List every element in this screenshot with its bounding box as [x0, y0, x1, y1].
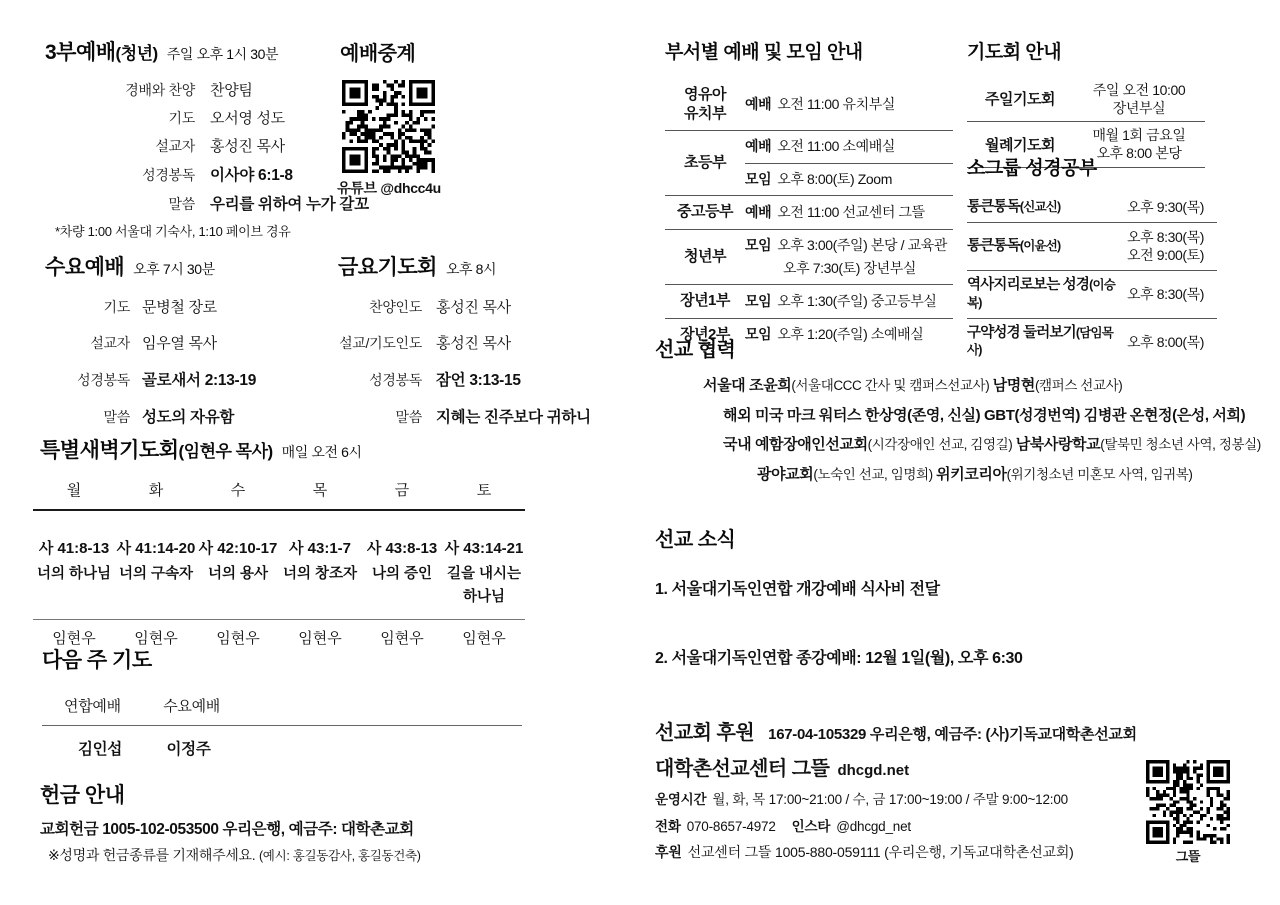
table-row: 중고등부 예배 오전 11:00 선교센터 그뜰 — [665, 196, 953, 230]
service3-rows — [45, 79, 369, 214]
table-row: 청년부 모임 오후 3:00(주일) 본당 / 교육관 오후 7:30(토) 장년부실 — [665, 230, 953, 285]
next-week-columns: 연합예배 수요예배 — [64, 698, 220, 716]
qr-code-youtube — [342, 80, 435, 173]
mission-news-title: 선교 소식 — [655, 529, 736, 551]
friday-rows — [290, 296, 591, 427]
wednesday-title: 수요예배 오후 7시 30분 — [45, 256, 215, 279]
service-row: 기도 문병철 장로 — [103, 299, 217, 317]
mission-support-title: 선교회 후원 — [655, 722, 755, 744]
section-mission-support — [655, 716, 1137, 745]
service-row: 설교자 홍성진 목사 — [155, 138, 285, 156]
shuttle-note: *차량 1:00 서울대 기숙사, 1:10 페이브 경유 — [55, 224, 291, 240]
service-row: 말씀 성도의 자유함 — [103, 409, 235, 427]
service-row: 설교자 임우열 목사 — [90, 335, 217, 353]
table-row: 영유아 유치부 예배 오전 11:00 유치부실 — [665, 79, 953, 132]
section-friday — [290, 255, 591, 442]
table-row: 주일기도회 주일 오전 10:00 장년부실 — [967, 77, 1205, 122]
center-contact: 전화 070-8657-4972 인스타 @dhcgd_net — [655, 819, 911, 834]
offering-account: 교회헌금 1005-102-053500 우리은행, 예금주: 대학촌교회 — [40, 821, 414, 839]
small-groups-title: 소그룹 성경공부 — [967, 158, 1097, 179]
table-row: 통큰통독(신교신) 오후 9:30(목) — [967, 193, 1217, 224]
dawn-title-paren: (임현우 목사) — [178, 442, 273, 461]
table-row: 구약성경 둘러보기(담임목사) 오후 8:00(목) — [967, 325, 1205, 358]
table-row: 장년1부 모임 오후 1:30(주일) 중고등부실 — [665, 285, 953, 319]
service3-title-paren: (청년) — [115, 44, 158, 63]
section-service3 — [45, 40, 369, 240]
next-week-title: 다음 주 기도 — [42, 649, 152, 672]
wednesday-rows — [45, 296, 256, 427]
section-mission-news — [655, 528, 1023, 668]
dawn-scripture-row: 사 41:8-13 사 41:14-20 사 42:10-17 사 43:1-7 사 43:8-13 사 43:14-21 — [38, 540, 524, 558]
service-row: 성경봉독 이사야 6:1-8 — [142, 167, 293, 185]
table-row: 통큰통독(이윤선) 오후 8:30(목) 오전 9:00(토) — [967, 223, 1217, 271]
center-qr-caption: 그뜰 — [1175, 849, 1201, 864]
section-next-week — [42, 648, 522, 759]
next-week-names: 김인섭 이정주 — [78, 741, 211, 759]
table-row: 월례기도회 매월 1회 금요일 오후 8:00 본당 — [967, 122, 1205, 167]
qr-code-center — [1146, 760, 1230, 844]
table-row: 역사지리로보는 성경(이승복) 오후 8:30(목) — [967, 271, 1217, 319]
cooperation-line: 광야교회(노숙인 선교, 임명희) 위키코리아(위기청소년 미혼모 사역, 임귀복) — [757, 465, 1193, 483]
friday-time: 오후 8시 — [445, 261, 497, 277]
broadcast-qr-caption: 유튜브 @dhcc4u — [337, 180, 441, 196]
table-row: 장년2부 모임 오후 1:20(주일) 소예배실 — [680, 325, 924, 343]
service-row: 경배와 찬양 찬양팀 — [125, 82, 253, 100]
section-departments — [665, 42, 953, 352]
service-row: 설교/기도인도 홍성진 목사 — [339, 335, 511, 353]
service-row: 찬양인도 홍성진 목사 — [369, 299, 511, 317]
section-small-groups — [967, 158, 1217, 366]
cooperation-line: 국내 예함장애인선교회(시각장애인 선교, 김영길) 남북사랑학교(탈북민 청소년 사역, 정봉실) — [723, 436, 1261, 453]
section-mission-cooperation — [655, 338, 1270, 494]
mission-news-item: 1. 서울대기독인연합 개강예배 식사비 전달 — [655, 581, 940, 598]
mission-news-item: 2. 서울대기독인연합 종강예배: 12월 1일(월), 오후 6:30 — [655, 650, 1023, 667]
service-row: 성경봉독 잠언 3:13-15 — [369, 372, 521, 390]
section-dawn-prayer — [33, 438, 525, 648]
wednesday-time: 오후 7시 30분 — [133, 261, 215, 277]
dawn-time: 매일 오전 6시 — [281, 444, 362, 460]
center-title-row — [655, 752, 1135, 781]
prayer-title: 기도회 안내 — [967, 42, 1062, 63]
section-prayer-meetings — [967, 42, 1205, 168]
friday-title: 금요기도회 오후 8시 — [338, 256, 497, 279]
center-hours: 운영시간 월, 화, 목 17:00~21:00 / 수, 금 17:00~19:00 / 주말 9:00~12:00 — [655, 792, 1068, 807]
prayer-table — [967, 77, 1205, 168]
dawn-leader-row: 임현우 임현우 임현우 임현우 임현우 임현우 — [52, 630, 506, 648]
service-row: 말씀 지혜는 진주보다 귀하니 — [395, 409, 591, 427]
broadcast-title: 예배중계 — [340, 43, 416, 65]
center-url: dhcgd.net — [837, 762, 910, 779]
section-mission-center — [655, 752, 1135, 862]
cooperation-line: 해외 미국 마크 워터스 한상영(존영, 신실) GBT(성경번역) 김병관 온현정(은성, 서희) — [723, 406, 1246, 424]
cooperation-line: 서울대 조윤희(서울대CCC 간사 및 캠퍼스선교사) 남명현(캠퍼스 선교사) — [703, 377, 1123, 394]
offering-note-example: (예시: 홍길동감사, 홍길동건축) — [258, 849, 421, 864]
service3-title-text: 3부예배 — [45, 41, 116, 64]
dawn-theme-row: 너의 하나님 너의 구속자 너의 용사 너의 창조자 나의 증인 길을 내시는 하나님 — [33, 558, 525, 620]
offering-title: 헌금 안내 — [40, 784, 125, 807]
mission-support-account: 167-04-105329 우리은행, 예금주: (사)기독교대학촌선교회 — [768, 726, 1137, 743]
service3-time: 주일 오후 1시 30분 — [166, 46, 279, 62]
table-row: 초등부 예배 오전 11:00 소예배실 모임 오후 8:00(토) Zoom — [665, 131, 953, 196]
service3-title — [45, 40, 369, 65]
dawn-day-header-row: 월 화 수 목 금 토 — [33, 479, 525, 511]
center-support: 후원 선교센터 그뜰 1005-880-059111 (우리은행, 기독교대학촌선교회) — [655, 844, 1074, 860]
section-offering — [40, 783, 421, 865]
cooperation-title: 선교 협력 — [655, 339, 736, 361]
offering-note: ※성명과 헌금종류를 기재해주세요. (예시: 홍길동감사, 홍길동건축) — [48, 847, 421, 864]
departments-title: 부서별 예배 및 모임 안내 — [665, 42, 863, 63]
section-wednesday — [45, 255, 256, 442]
service-row: 말씀 우리를 위하여 누가 갈꼬 — [168, 196, 369, 214]
cooperation-lines — [655, 376, 1270, 484]
service-row: 기도 오서영 성도 — [168, 110, 285, 128]
divider — [42, 725, 522, 726]
departments-table — [665, 79, 953, 352]
service-row: 성경봉독 골로새서 2:13-19 — [77, 372, 257, 390]
center-title: 대학촌선교센터 그뜰 — [655, 758, 830, 780]
dawn-title: 특별새벽기도회(임현우 목사) 매일 오전 6시 — [40, 439, 362, 462]
section-broadcast — [340, 42, 415, 66]
